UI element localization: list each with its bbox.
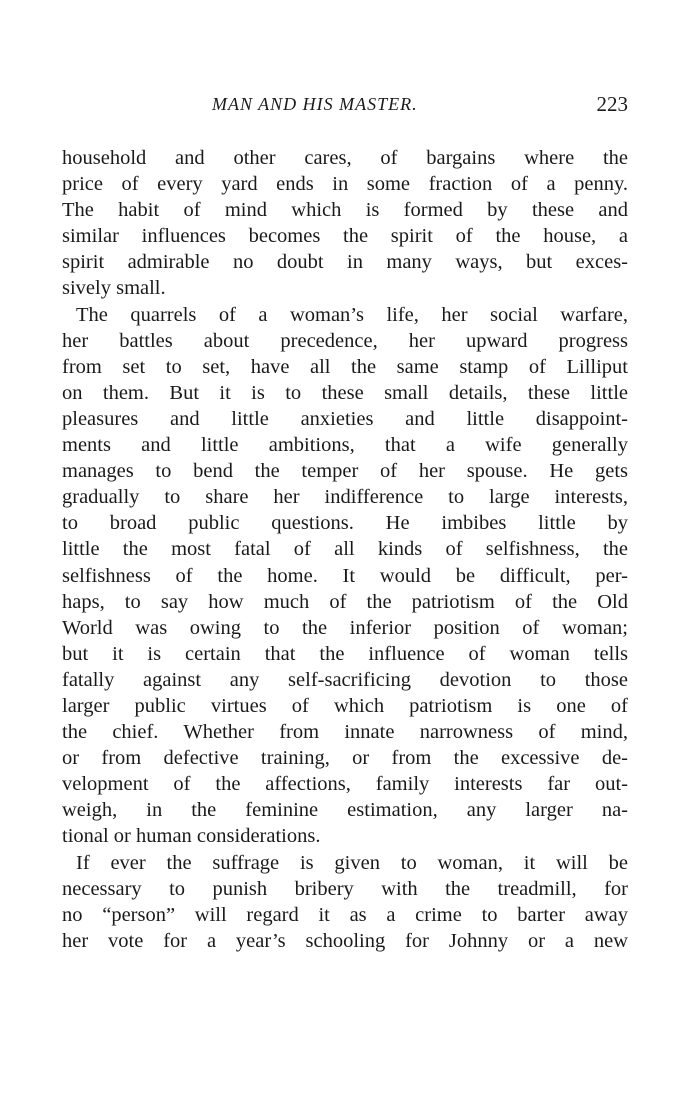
text-line: manages to bend the temper of her spouse. He gets bbox=[62, 460, 628, 483]
text-line: the chief. Whether from innate narrowness of mind, bbox=[62, 721, 628, 744]
text-line: If ever the suffrage is given to woman, it will be bbox=[76, 851, 628, 874]
text-line: velopment of the affections, family interests far out- bbox=[62, 773, 628, 796]
text-line: similar influences becomes the spirit of the house, a bbox=[62, 225, 628, 248]
text-line: to broad public questions. He imbibes little by bbox=[62, 512, 628, 535]
text-line: ments and little ambitions, that a wife generally bbox=[62, 434, 628, 457]
running-title: MAN AND HIS MASTER. bbox=[212, 94, 418, 114]
page-body-text bbox=[62, 145, 628, 954]
text-line: but it is certain that the influence of woman tells bbox=[62, 642, 628, 665]
text-line: her vote for a year’s schooling for Johnny or a new bbox=[62, 929, 628, 952]
text-line: weigh, in the feminine estimation, any larger na- bbox=[62, 799, 628, 822]
text-line: from set to set, have all the same stamp of Lilliput bbox=[62, 355, 628, 378]
text-line: on them. But it is to these small details, these little bbox=[62, 381, 628, 404]
text-line: household and other cares, of bargains where the bbox=[62, 147, 628, 169]
text-line: pleasures and little anxieties and little disappoint- bbox=[62, 407, 628, 430]
text-line: The habit of mind which is formed by these and bbox=[62, 199, 628, 222]
text-line: larger public virtues of which patriotism is one of bbox=[62, 694, 628, 717]
text-line: The quarrels of a woman’s life, her social warfare, bbox=[76, 303, 628, 326]
text-line: sively small. bbox=[62, 277, 166, 300]
text-line: World was owing to the inferior position of woman; bbox=[62, 616, 628, 639]
text-line: fatally against any self-sacrificing devotion to those bbox=[62, 668, 628, 691]
text-line: or from defective training, or from the excessive de- bbox=[62, 747, 628, 770]
text-line: selfishness of the home. It would be difficult, per- bbox=[62, 564, 628, 587]
text-line: tional or human considerations. bbox=[62, 825, 321, 848]
text-line: her battles about precedence, her upward progress bbox=[62, 329, 628, 352]
page-header bbox=[62, 94, 628, 122]
text-line: spirit admirable no doubt in many ways, but exces- bbox=[62, 251, 628, 274]
page-number: 223 bbox=[596, 92, 628, 116]
text-line: haps, to say how much of the patriotism of the Old bbox=[62, 590, 628, 613]
text-line: necessary to punish bribery with the treadmill, for bbox=[62, 877, 628, 900]
text-line: no “person” will regard it as a crime to barter away bbox=[62, 903, 628, 926]
text-line: price of every yard ends in some fraction of a penny. bbox=[62, 173, 628, 196]
text-line: little the most fatal of all kinds of selfishness, the bbox=[62, 538, 628, 561]
text-line: gradually to share her indifference to large interests, bbox=[62, 486, 628, 509]
